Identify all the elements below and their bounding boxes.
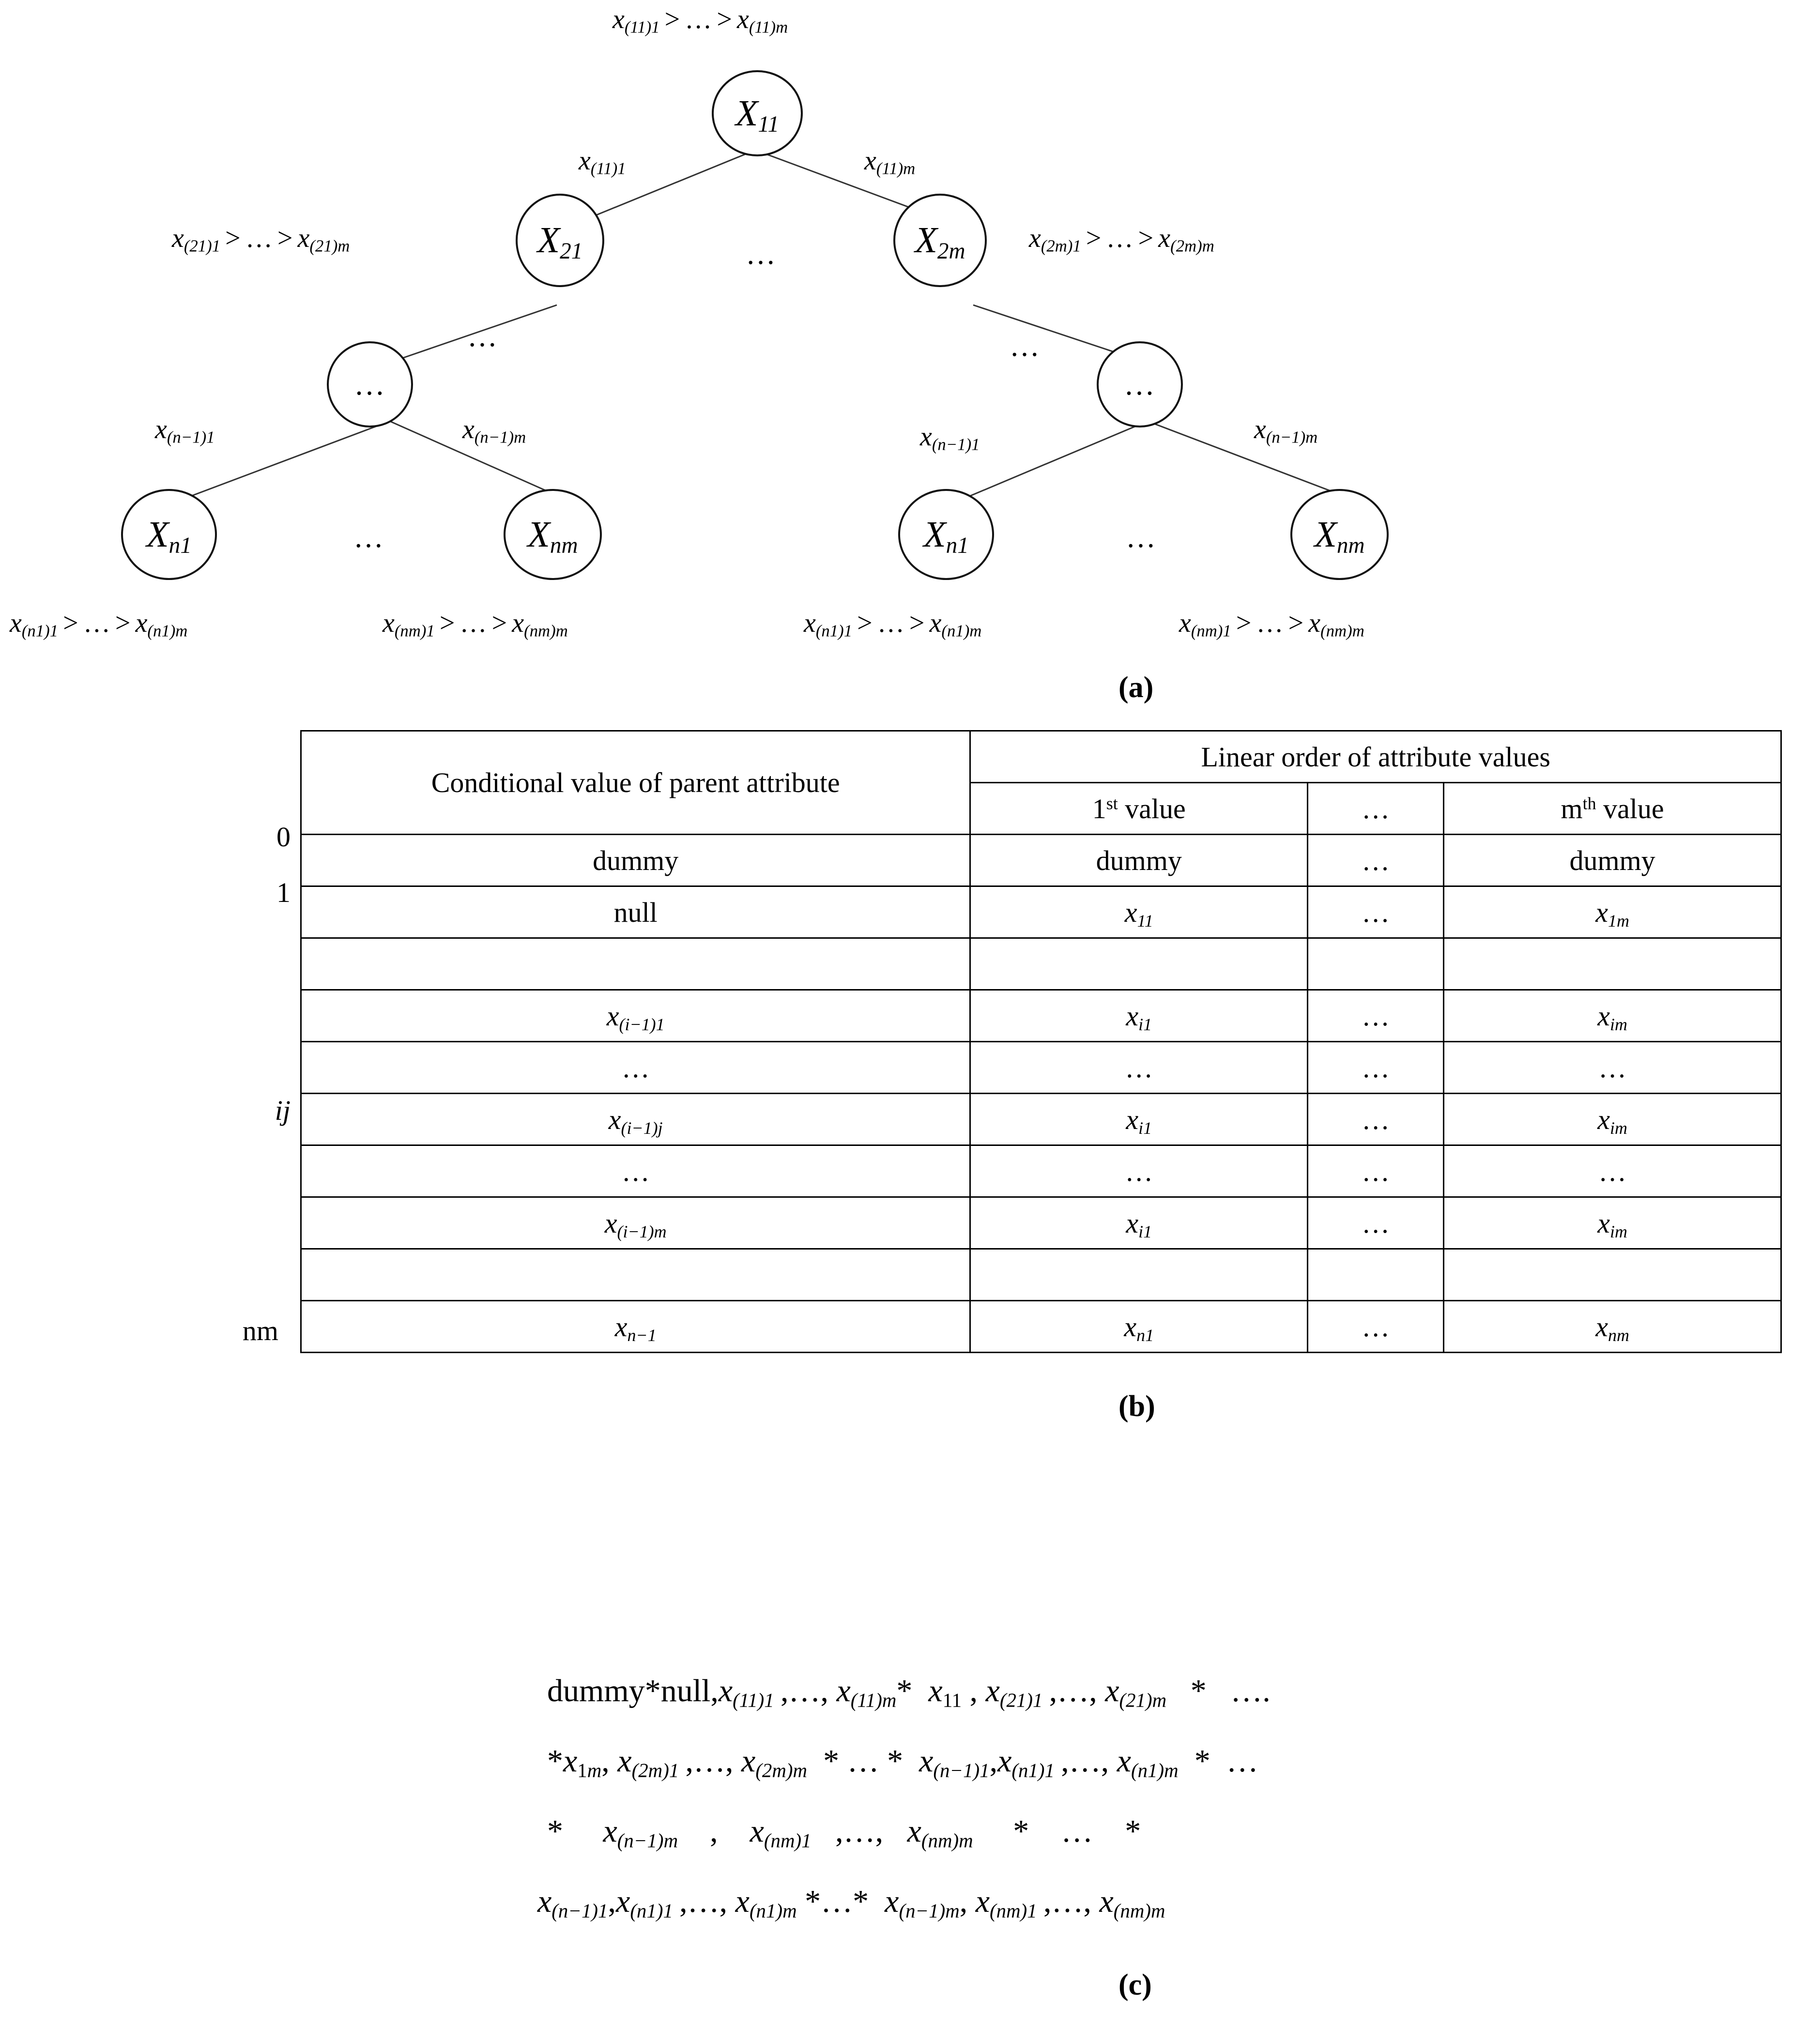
cell-base: x	[608, 1103, 621, 1135]
tree-ellipsis-leaves-left: …	[353, 521, 385, 554]
cell-subscript: (i−1)j	[621, 1118, 663, 1138]
cell-subscript: (i−1)1	[619, 1014, 665, 1034]
cell-text: …	[1362, 1052, 1390, 1083]
cell-base: x	[606, 1000, 619, 1032]
cell-first-value	[970, 938, 1308, 990]
cell-text: …	[1362, 1311, 1390, 1342]
cell-first-value	[970, 990, 1308, 1042]
header-linear-order: Linear order of attribute values	[970, 731, 1781, 783]
cell-text: dummy	[593, 844, 679, 876]
order-label-x21: $x_{(21)1}$ > … > $x_{(21)m}$	[172, 223, 350, 256]
cell-mth-value	[1444, 1197, 1781, 1249]
cell-subscript: im	[1609, 1118, 1627, 1138]
tree-leaf-xn1-right	[898, 489, 994, 580]
header-first-value-word: value	[1118, 793, 1186, 824]
cell-conditional-value	[301, 938, 970, 990]
cell-text: …	[1362, 896, 1390, 928]
tree-node-ellipsis-right	[1097, 341, 1183, 427]
cell-conditional-value	[301, 1094, 970, 1145]
order-label-leaf-nm-right: $x_{(nm)1}$ > … > $x_{(nm)m}$	[1179, 608, 1364, 641]
table-row	[301, 1249, 1781, 1301]
cell-subscript: i1	[1138, 1014, 1152, 1034]
cell-middle-dots	[1308, 886, 1444, 938]
caption-a: (a)	[1118, 671, 1154, 704]
sequence-line-4: $x_{(n-1)1},x_{(n1)1}$ ,…, $x_{(n1)m}$ *…* $x_{(n-1)m}$, $x_{(nm)1}$ ,…, $x_{(nm)m}$	[537, 1884, 1165, 1922]
table-head	[301, 731, 1781, 835]
edge-label-left-nm: $x_{(n-1)m}$	[462, 414, 526, 447]
cell-text: …	[621, 1052, 650, 1083]
cell-middle-dots	[1308, 1197, 1444, 1249]
tree-node-label: …	[354, 367, 386, 401]
cell-first-value	[970, 1197, 1308, 1249]
cell-mth-value	[1444, 835, 1781, 886]
cell-text: …	[1125, 1052, 1153, 1083]
cell-subscript: im	[1609, 1221, 1627, 1241]
cell-base: x	[1126, 1103, 1139, 1135]
cell-middle-dots	[1308, 835, 1444, 886]
cell-conditional-value	[301, 886, 970, 938]
tree-ellipsis-level2: …	[746, 238, 778, 271]
table-body	[301, 835, 1781, 1353]
order-label-leaf-nm-left: $x_{(nm)1}$ > … > $x_{(nm)m}$	[383, 608, 568, 641]
table-row	[301, 938, 1781, 990]
cell-base: x	[1595, 1311, 1608, 1342]
table-row	[301, 1145, 1781, 1197]
cell-base: x	[1597, 1000, 1610, 1032]
table-row	[301, 1042, 1781, 1094]
edge-label-right-nm: $x_{(n-1)m}$	[1254, 414, 1318, 447]
table-row	[301, 1197, 1781, 1249]
tree-node-root	[712, 70, 803, 156]
tree-ellipsis-edge-left: …	[467, 320, 499, 353]
cell-base: x	[1597, 1103, 1610, 1135]
cell-base: x	[1124, 1311, 1137, 1342]
cell-middle-dots	[1308, 1042, 1444, 1094]
tree-node-label: $X_{11}$	[735, 92, 780, 137]
table-row	[301, 1301, 1781, 1353]
header-mth-value-ord: th	[1582, 793, 1596, 813]
cell-subscript: i1	[1138, 1221, 1152, 1241]
tree-leaf-xnm-right	[1290, 489, 1389, 580]
cell-first-value	[970, 835, 1308, 886]
tree-edges	[0, 0, 1807, 707]
cell-subscript: im	[1609, 1014, 1627, 1034]
cell-mth-value	[1444, 1301, 1781, 1353]
cell-middle-dots	[1308, 1249, 1444, 1301]
tree-ellipsis-leaves-right: …	[1126, 521, 1158, 554]
tree-node-label: $X_{n1}$	[923, 514, 969, 558]
header-mth-value-base: m	[1561, 793, 1583, 824]
table-row	[301, 1094, 1781, 1145]
cell-text: …	[1362, 844, 1390, 876]
tree-node-label: $X_{n1}$	[146, 514, 192, 558]
cell-first-value	[970, 1301, 1308, 1353]
panel-a-tree	[0, 0, 1807, 707]
cell-mth-value	[1444, 886, 1781, 938]
cell-text: dummy	[1096, 844, 1182, 876]
edge-label-right-n1: $x_{(n-1)1}$	[920, 422, 980, 454]
header-mth-value-word: value	[1596, 793, 1664, 824]
cell-subscript: 1m	[1608, 911, 1629, 930]
cell-base: x	[614, 1311, 628, 1342]
cell-first-value	[970, 886, 1308, 938]
cell-subscript: nm	[1608, 1325, 1629, 1345]
cell-base: x	[1124, 896, 1137, 928]
cell-text: …	[1362, 1155, 1390, 1187]
cell-mth-value	[1444, 1042, 1781, 1094]
cell-conditional-value	[301, 835, 970, 886]
caption-c: (c)	[1118, 1968, 1152, 2001]
panel-c-sequence	[0, 1646, 1807, 2014]
cell-subscript: (i−1)m	[617, 1221, 667, 1241]
sequence-line-2: $*x_{1m}$, $x_{(2m)1}$ ,…, $x_{(2m)m}$ * … * $x_{(n-1)1},x_{(n1)1}$ ,…, $x_{(n1)m}$ * …	[547, 1743, 1258, 1782]
header-middle-dots: …	[1308, 783, 1444, 835]
cell-subscript: n−1	[627, 1325, 657, 1345]
cell-base: x	[604, 1207, 617, 1239]
panel-b-table	[0, 721, 1807, 1612]
cell-conditional-value	[301, 1145, 970, 1197]
cell-middle-dots	[1308, 1094, 1444, 1145]
edge-label-root-left: $x_{(11)1}$	[579, 146, 626, 178]
tree-leaf-xn1-left	[121, 489, 217, 580]
row-index-ij: ij	[275, 1095, 291, 1126]
cell-mth-value	[1444, 938, 1781, 990]
header-first-value-ord: st	[1106, 793, 1118, 813]
table-header-row-1	[301, 731, 1781, 783]
edge-label-root-right: $x_{(11)m}$	[864, 146, 916, 178]
table-row	[301, 835, 1781, 886]
cell-conditional-value	[301, 1301, 970, 1353]
cell-mth-value	[1444, 1249, 1781, 1301]
cell-mth-value	[1444, 990, 1781, 1042]
cell-middle-dots	[1308, 1145, 1444, 1197]
cell-base: x	[1597, 1207, 1610, 1239]
tree-node-x21	[516, 194, 604, 287]
order-label-leaf-n1-left: $x_{(n1)1}$ > … > $x_{(n1)m}$	[10, 608, 188, 641]
tree-leaf-xnm-left	[504, 489, 602, 580]
cell-base: x	[1126, 1207, 1139, 1239]
cell-text: …	[621, 1155, 650, 1187]
tree-node-ellipsis-left	[327, 341, 413, 427]
tree-node-label: $X_{2m}$	[915, 220, 965, 264]
order-label-leaf-n1-right: $x_{(n1)1}$ > … > $x_{(n1)m}$	[804, 608, 982, 641]
cell-conditional-value	[301, 1042, 970, 1094]
cell-text: …	[1125, 1155, 1153, 1187]
cell-conditional-value	[301, 990, 970, 1042]
cell-first-value	[970, 1094, 1308, 1145]
table-row	[301, 886, 1781, 938]
tree-node-label: $X_{nm}$	[1314, 514, 1365, 558]
cell-mth-value	[1444, 1145, 1781, 1197]
cell-text: …	[1598, 1155, 1627, 1187]
cell-base: x	[1595, 896, 1608, 928]
cell-subscript: i1	[1138, 1118, 1152, 1138]
cell-subscript: n1	[1136, 1325, 1154, 1345]
header-conditional-value: Conditional value of parent attribute	[301, 731, 970, 835]
cell-conditional-value	[301, 1197, 970, 1249]
cell-text: …	[1362, 1103, 1390, 1135]
attribute-table	[300, 730, 1782, 1353]
sequence-line-3: * $x_{(n-1)m}$ , $x_{(nm)1}$ ,…, $x_{(nm)m}$ * … *	[547, 1814, 1141, 1852]
cell-conditional-value	[301, 1249, 970, 1301]
cell-subscript: 11	[1137, 911, 1153, 930]
cell-middle-dots	[1308, 1301, 1444, 1353]
header-first-value-num: 1	[1092, 793, 1106, 824]
cell-middle-dots	[1308, 938, 1444, 990]
tree-node-label: $X_{nm}$	[527, 514, 578, 558]
edge-label-left-n1: $x_{(n-1)1}$	[155, 414, 215, 447]
order-label-root: $x_{(11)1}$ > … > $x_{(11)m}$	[613, 4, 788, 37]
row-index-0: 0	[276, 821, 291, 853]
sequence-line-1: $dummy*null,x_{(11)1}$ ,…, $x_{(11)m}*$ $x_{11}$ , $x_{(21)1}$ ,…, $x_{(21)m}$ * ….	[547, 1673, 1271, 1711]
cell-text: dummy	[1569, 844, 1655, 876]
caption-b: (b)	[1118, 1390, 1155, 1423]
cell-mth-value	[1444, 1094, 1781, 1145]
tree-node-x2m	[893, 194, 987, 287]
cell-middle-dots	[1308, 990, 1444, 1042]
cell-text: …	[1362, 1207, 1390, 1239]
tree-node-label: $X_{21}$	[537, 220, 583, 264]
table-row	[301, 990, 1781, 1042]
cell-first-value	[970, 1042, 1308, 1094]
row-index-1: 1	[276, 877, 291, 908]
cell-base: x	[1126, 1000, 1139, 1032]
tree-ellipsis-edge-right: …	[1010, 330, 1041, 363]
cell-first-value	[970, 1249, 1308, 1301]
header-mth-value	[1444, 783, 1781, 835]
cell-first-value	[970, 1145, 1308, 1197]
header-first-value	[970, 783, 1308, 835]
row-index-nm: nm	[242, 1315, 278, 1346]
tree-node-label: …	[1124, 367, 1156, 401]
cell-text: null	[613, 896, 658, 928]
cell-text: …	[1598, 1052, 1627, 1083]
order-label-x2m: $x_{(2m)1}$ > … > $x_{(2m)m}$	[1029, 223, 1214, 256]
cell-text: …	[1362, 1000, 1390, 1032]
